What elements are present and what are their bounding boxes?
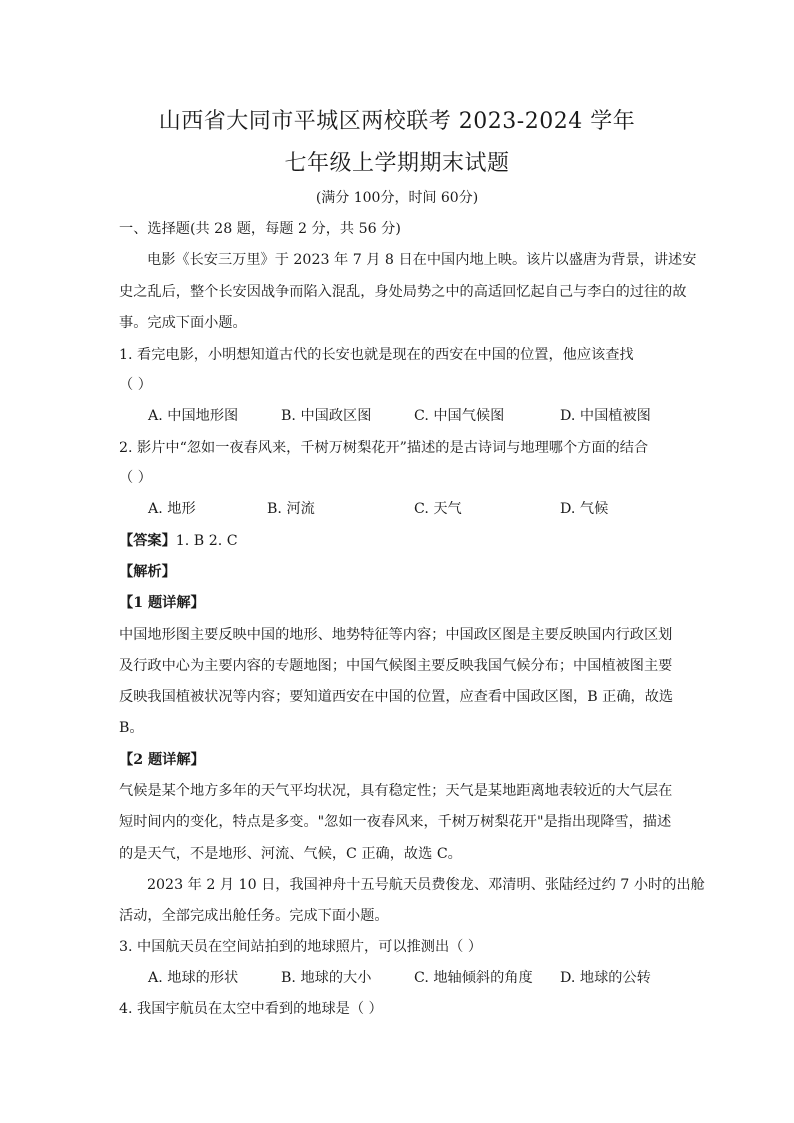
detail-1-line: B。	[119, 720, 144, 736]
answer-label: 【答案】	[119, 533, 176, 549]
detail-2-label: 【2 题详解】	[119, 752, 205, 768]
answer-text: 1. B 2. C	[175, 533, 238, 549]
option-a: A. 中国地形图	[148, 408, 239, 424]
intro-line: 事。完成下面小题。	[119, 315, 247, 331]
detail-2-line: 的是天气，不是地形、河流、气候，C 正确，故选 C。	[119, 846, 462, 862]
option-b: B. 地球的大小	[281, 970, 372, 986]
detail-1-line: 及行政中心为主要内容的专题地图；中国气候图主要反映我国气候分布；中国植被图主要	[119, 658, 673, 674]
option-c: C. 地轴倾斜的角度	[414, 970, 533, 986]
intro2-line: 2023 年 2 月 10 日，我国神舟十五号航天员费俊龙、邓清明、张陆经过约 7 小时的出舱	[147, 877, 705, 893]
option-b: B. 河流	[267, 501, 315, 517]
question-2-paren: （ ）	[119, 470, 152, 486]
intro-line: 史之乱后，整个长安因战争而陷入混乱，身处局势之中的高适回忆起自己与李白的过往的故	[119, 284, 687, 300]
option-c: C. 天气	[414, 501, 462, 517]
detail-2-line: 气候是某个地方多年的天气平均状况，具有稳定性；天气是某地距离地表较近的大气层在	[119, 783, 673, 799]
question-4-stem: 4. 我国宇航员在太空中看到的地球是（ ）	[119, 1001, 383, 1017]
question-2-stem: 2. 影片中“忽如一夜春风来，千树万树梨花开”描述的是古诗词与地理哪个方面的结合	[119, 440, 649, 456]
analysis-label: 【解析】	[119, 564, 176, 580]
page-subtitle: 七年级上学期期末试题	[284, 151, 510, 176]
intro-line: 电影《长安三万里》于 2023 年 7 月 8 日在中国内地上映。该片以盛唐为背景，讲述安	[147, 252, 697, 268]
section-heading: 一、选择题(共 28 题，每题 2 分，共 56 分)	[119, 221, 401, 237]
page-title: 山西省大同市平城区两校联考 2023-2024 学年	[158, 109, 636, 134]
score-time-note: (满分 100分，时间 60分)	[315, 190, 479, 206]
option-b: B. 中国政区图	[281, 408, 372, 424]
question-1-stem: 1. 看完电影，小明想知道古代的长安也就是现在的西安在中国的位置，他应该查找	[119, 347, 634, 363]
option-d: D. 地球的公转	[560, 970, 651, 986]
option-c: C. 中国气候图	[414, 408, 505, 424]
option-d: D. 气候	[560, 501, 609, 517]
detail-1-label: 【1 题详解】	[119, 595, 205, 611]
answer-line	[119, 530, 679, 550]
option-d: D. 中国植被图	[560, 408, 651, 424]
option-a: A. 地球的形状	[148, 970, 239, 986]
option-a: A. 地形	[148, 501, 196, 517]
detail-2-line: 短时间内的变化，特点是多变。"忽如一夜春风来，千树万树梨花开"是指出现降雪，描述	[119, 814, 672, 830]
detail-1-line: 反映我国植被状况等内容；要知道西安在中国的位置，应查看中国政区图，B 正确，故选	[119, 689, 674, 705]
intro2-line: 活动，全部完成出舱任务。完成下面小题。	[119, 908, 389, 924]
question-1-paren: （ ）	[119, 377, 152, 393]
detail-1-line: 中国地形图主要反映中国的地形、地势特征等内容；中国政区图是主要反映国内行政区划	[119, 627, 673, 643]
question-3-stem: 3. 中国航天员在空间站拍到的地球照片，可以推测出（ ）	[119, 939, 483, 955]
